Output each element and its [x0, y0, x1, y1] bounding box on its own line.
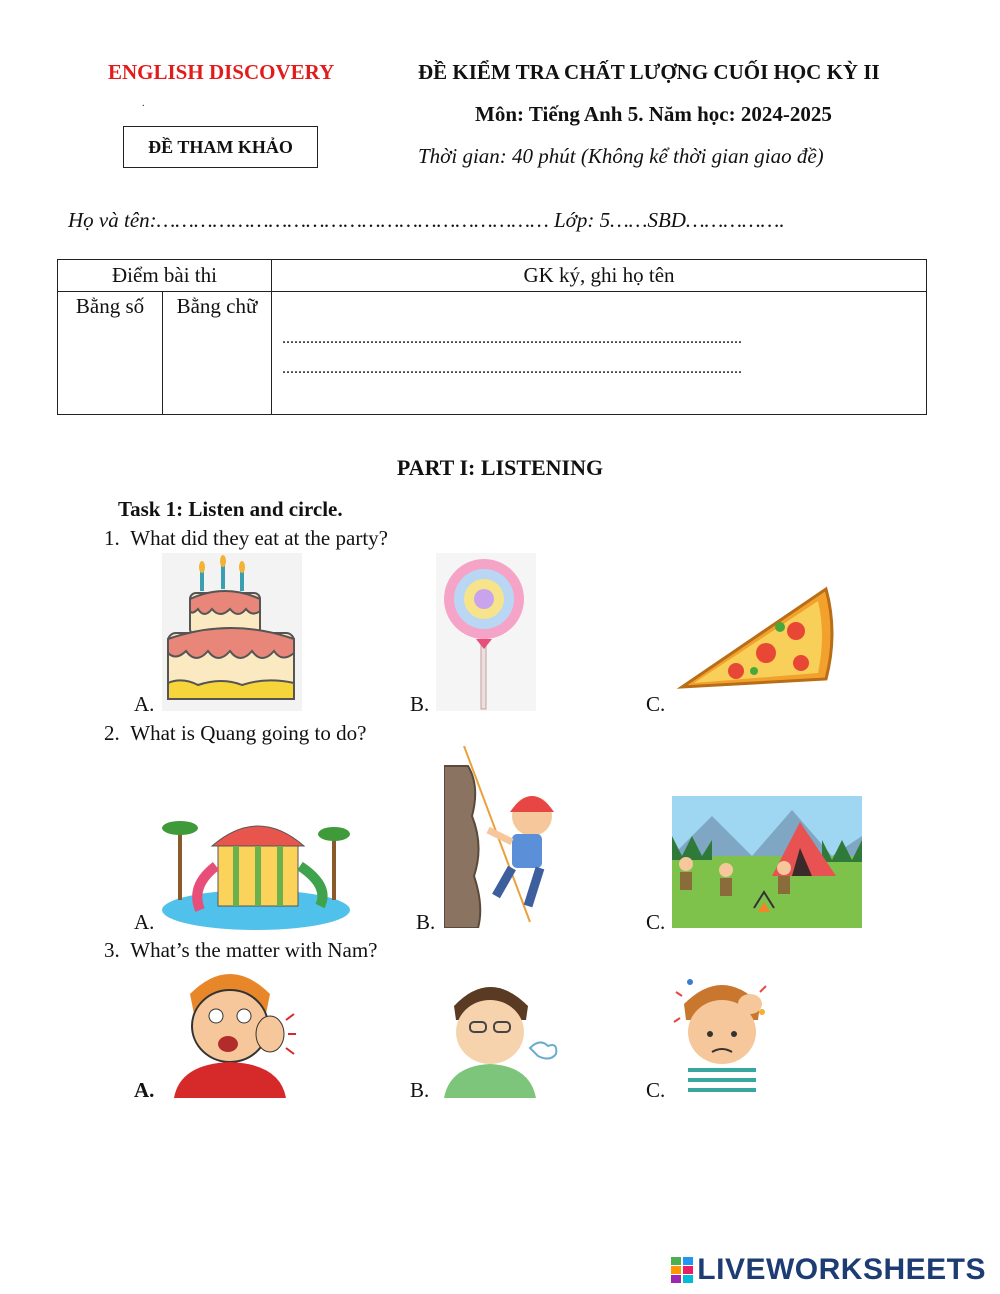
earache-image[interactable] — [160, 964, 298, 1098]
student-info-line[interactable]: Họ và tên:……………………………………………………… Lớp: 5……SBD……………. — [68, 208, 785, 232]
q2-option-c[interactable]: C. — [646, 910, 666, 934]
logo-mark-icon — [671, 1257, 693, 1283]
birthday-cake-image[interactable] — [162, 553, 302, 711]
headache-image[interactable] — [666, 972, 778, 1098]
question-3 — [104, 938, 378, 963]
exam-time: Thời gian: 40 phút (Không kể thời gian giao đề) — [418, 144, 824, 168]
lollipop-image[interactable] — [436, 553, 536, 711]
liveworksheets-logo[interactable] — [671, 1253, 986, 1287]
score-table — [57, 259, 927, 415]
score-header: Điểm bài thi — [58, 260, 272, 292]
question-number: 1. — [104, 526, 120, 550]
brand-name: ENGLISH DISCOVERY — [108, 60, 335, 84]
question-2 — [104, 721, 366, 746]
q1-option-a[interactable]: A. — [134, 692, 155, 716]
q1-option-b[interactable]: B. — [410, 692, 430, 716]
stray-dot: . — [142, 98, 145, 109]
rock-climbing-image[interactable] — [444, 746, 564, 928]
question-text: What is Quang going to do? — [130, 721, 367, 745]
task-title: Task 1: Listen and circle. — [118, 497, 343, 521]
exam-title: ĐỀ KIỂM TRA CHẤT LƯỢNG CUỐI HỌC KỲ II — [418, 60, 880, 84]
q3-option-a[interactable]: A. — [134, 1078, 155, 1102]
examiner-dots-1: ................................................................................................................... — [282, 330, 742, 347]
score-words-cell[interactable] — [163, 292, 272, 415]
part-title: PART I: LISTENING — [396, 455, 604, 480]
camping-image[interactable] — [672, 796, 862, 928]
exam-subject: Môn: Tiếng Anh 5. Năm học: 2024-2025 — [475, 102, 832, 126]
examiner-cell[interactable] — [272, 292, 927, 415]
question-1 — [104, 526, 388, 551]
reference-label: ĐỀ THAM KHẢO — [148, 136, 293, 157]
water-park-image[interactable] — [160, 806, 352, 932]
question-number: 2. — [104, 721, 120, 745]
score-words-label: Bằng chữ — [176, 294, 258, 318]
q2-option-a[interactable]: A. — [134, 910, 155, 934]
logo-text: LIVEWORKSHEETS — [697, 1253, 986, 1286]
cough-image[interactable] — [440, 976, 560, 1098]
question-text: What’s the matter with Nam? — [130, 938, 378, 962]
question-number: 3. — [104, 938, 120, 962]
q3-option-b[interactable]: B. — [410, 1078, 430, 1102]
question-text: What did they eat at the party? — [130, 526, 388, 550]
q2-option-b[interactable]: B. — [416, 910, 436, 934]
q1-option-c[interactable]: C. — [646, 692, 666, 716]
score-number-label: Bằng số — [75, 294, 145, 318]
pizza-slice-image[interactable] — [676, 583, 836, 693]
examiner-dots-2: ................................................................................................................... — [282, 360, 742, 377]
examiner-header: GK ký, ghi họ tên — [272, 260, 927, 292]
q3-option-c[interactable]: C. — [646, 1078, 666, 1102]
reference-box — [123, 126, 318, 168]
score-number-cell[interactable] — [58, 292, 163, 415]
